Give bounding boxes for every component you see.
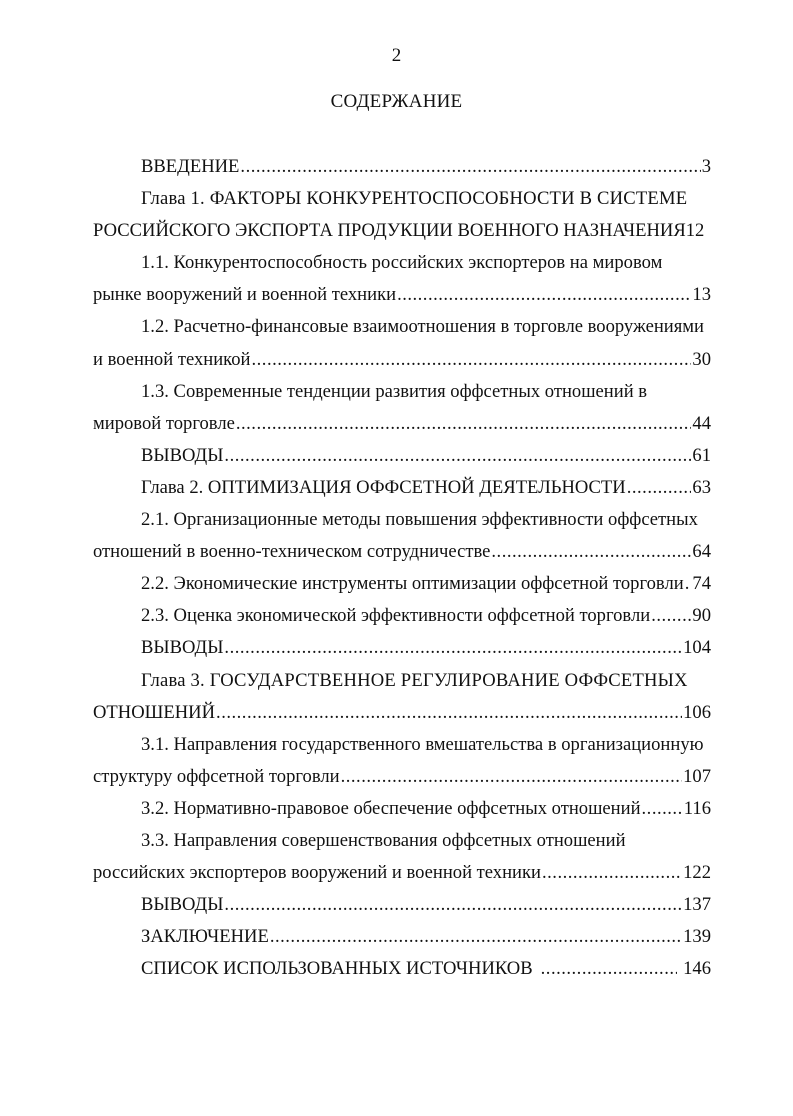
toc-leader-dots <box>240 151 700 183</box>
toc-entry-section-1-3[interactable] <box>93 376 711 440</box>
toc-page-number: 12 <box>685 220 705 242</box>
toc-entry-title-line: 3.3. Направления совершенствования оффсетных отношений <box>141 829 626 851</box>
toc-page-number: 90 <box>692 605 711 627</box>
toc-entry-title-line: 1.2. Расчетно-финансовые взаимоотношения в торговле вооружениями <box>141 316 704 338</box>
toc-page-number: 122 <box>683 862 711 884</box>
toc-entry-title: СПИСОК ИСПОЛЬЗОВАННЫХ ИСТОЧНИКОВ <box>141 958 533 980</box>
toc-entry-title: российских экспортеров вооружений и военной техники <box>93 862 541 884</box>
toc-leader-dots <box>270 921 682 953</box>
toc-leader-dots <box>397 279 691 311</box>
toc-leader-dots <box>491 536 691 568</box>
toc-entry-section-3-3[interactable] <box>93 825 711 889</box>
toc-leader-dots <box>642 793 683 825</box>
toc-page-number: 107 <box>683 765 711 787</box>
toc-page-number: 3 <box>701 156 711 177</box>
toc-entry-chapter-3[interactable] <box>93 665 711 729</box>
toc-entry-chapter-2[interactable] <box>93 472 711 504</box>
toc-page-number: 116 <box>683 797 711 819</box>
toc-entry-title: ВЫВОДЫ <box>141 637 224 659</box>
toc-entry-title-line: 3.1. Направления государственного вмешательства в организационную <box>141 733 704 755</box>
toc-entry-conclusions-1[interactable] <box>93 440 711 472</box>
toc-entry-title-line: 1.3. Современные тенденции развития оффсетных отношений в <box>141 380 648 402</box>
toc-entry-section-3-2[interactable] <box>93 793 711 825</box>
toc-entry-section-3-1[interactable] <box>93 729 711 793</box>
toc-entry-section-2-1[interactable] <box>93 504 711 568</box>
toc-leader-dots <box>252 344 692 376</box>
toc-entry-section-1-1[interactable] <box>93 247 711 311</box>
toc-entry-title: отношений в военно-техническом сотрудничестве <box>93 541 491 563</box>
page-number: 2 <box>391 45 402 66</box>
toc-entry-title: ЗАКЛЮЧЕНИЕ <box>141 926 269 948</box>
toc-page-number: 74 <box>692 573 711 595</box>
toc-entry-title: ВЫВОДЫ <box>141 894 224 916</box>
toc-entry-title: ВЫВОДЫ <box>141 444 224 466</box>
toc-entry-conclusion[interactable] <box>93 921 711 953</box>
toc-entry-chapter-1[interactable] <box>93 183 711 247</box>
toc-entry-bibliography[interactable] <box>93 953 711 985</box>
toc-leader-dots <box>216 697 682 729</box>
toc-page-number: 63 <box>692 476 711 498</box>
toc-leader-dots <box>236 408 692 440</box>
toc-entry-title: ВВЕДЕНИЕ <box>141 156 240 177</box>
toc-entry-title: и военной техникой <box>93 348 251 370</box>
toc-entry-title: Глава 2. ОПТИМИЗАЦИЯ ОФФСЕТНОЙ ДЕЯТЕЛЬНОСТИ <box>141 476 626 498</box>
toc-entry-section-2-2[interactable] <box>93 568 711 600</box>
toc-page-number: 139 <box>683 926 711 948</box>
toc-leader-dots <box>685 568 692 600</box>
toc-entry-title: 2.2. Экономические инструменты оптимизации оффсетной торговли <box>141 573 684 595</box>
toc-entry-title: структуру оффсетной торговли <box>93 765 340 787</box>
toc-page-number: 44 <box>692 412 711 434</box>
toc-entry-conclusions-3[interactable] <box>93 889 711 921</box>
toc-entry-title: 2.3. Оценка экономической эффективности оффсетной торговли <box>141 605 651 627</box>
toc-entry-section-2-3[interactable] <box>93 600 711 632</box>
toc-page-number: 137 <box>683 894 711 916</box>
toc-page-number: 30 <box>692 348 711 370</box>
toc-page-number: 104 <box>683 637 711 659</box>
toc-entry-title: РОССИЙСКОГО ЭКСПОРТА ПРОДУКЦИИ ВОЕННОГО НАЗНАЧЕНИЯ <box>93 220 686 242</box>
toc-page-number: 61 <box>692 444 711 466</box>
toc-page-number: 146 <box>683 958 711 980</box>
toc-leader-dots <box>224 440 691 472</box>
toc-page-number: 13 <box>692 284 711 306</box>
toc-page-number: 106 <box>683 701 711 723</box>
toc-entry-section-1-2[interactable] <box>93 311 711 375</box>
toc-leader-dots <box>651 600 691 632</box>
toc-page-number: 64 <box>692 541 711 563</box>
toc-entry-title: ОТНОШЕНИЙ <box>93 701 216 723</box>
toc-entry-title: мировой торговле <box>93 412 235 434</box>
toc-leader-dots <box>542 857 682 889</box>
toc-leader-dots <box>224 889 682 921</box>
toc-leader-dots <box>627 472 692 504</box>
toc-entry-title-line: 2.1. Организационные методы повышения эффективности оффсетных <box>141 509 698 531</box>
toc-entry-introduction[interactable] <box>93 151 711 183</box>
table-of-contents <box>93 151 711 985</box>
toc-entry-conclusions-2[interactable] <box>93 632 711 664</box>
toc-entry-title: 3.2. Нормативно-правовое обеспечение оффсетных отношений <box>141 797 641 819</box>
toc-leader-dots <box>224 632 682 664</box>
toc-leader-dots <box>341 761 683 793</box>
toc-entry-title-line: 1.1. Конкурентоспособность российских экспортеров на мировом <box>141 252 663 274</box>
toc-entry-title: рынке вооружений и военной техники <box>93 284 397 306</box>
toc-title: СОДЕРЖАНИЕ <box>330 91 463 112</box>
toc-entry-title-line: Глава 3. ГОСУДАРСТВЕННОЕ РЕГУЛИРОВАНИЕ ОФФСЕТНЫХ <box>141 669 688 691</box>
toc-entry-title-line: Глава 1. ФАКТОРЫ КОНКУРЕНТОСПОСОБНОСТИ В СИСТЕМЕ <box>141 188 688 210</box>
toc-leader-dots <box>541 953 677 985</box>
